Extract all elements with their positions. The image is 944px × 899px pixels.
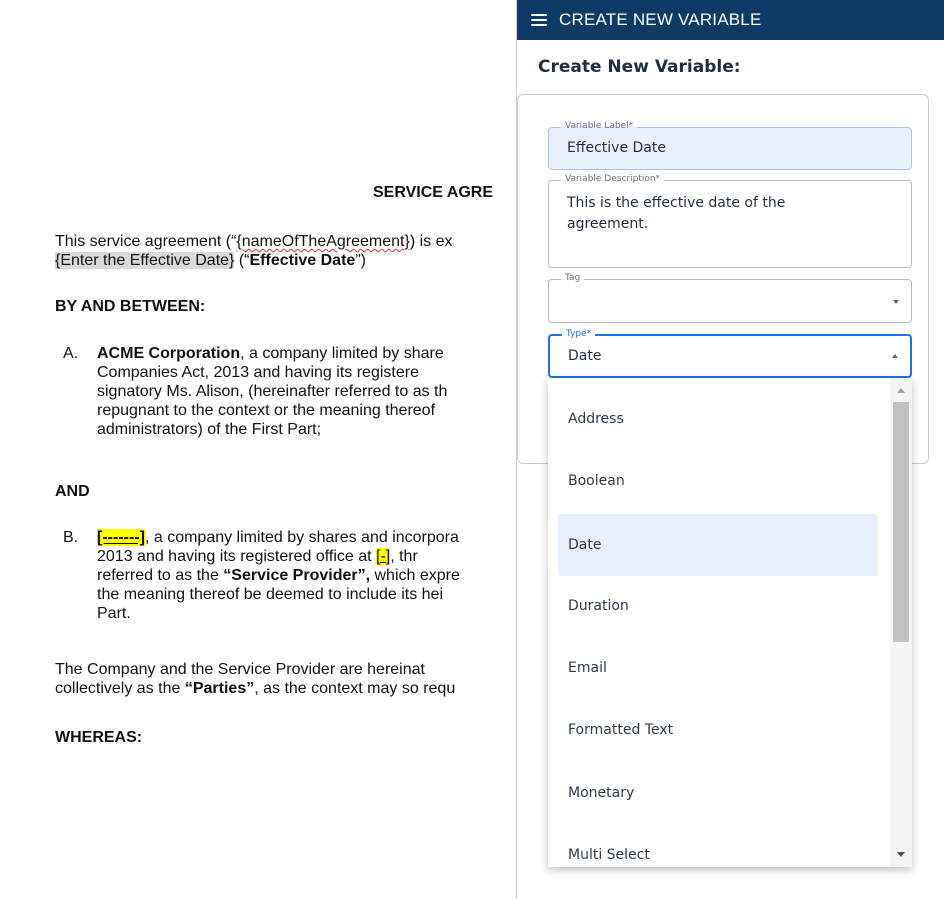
panel-header-title: CREATE NEW VARIABLE (559, 10, 762, 29)
variable-description-field[interactable] (548, 174, 912, 268)
party-a-name: ACME Corporation (97, 345, 241, 362)
and-heading: AND (55, 483, 90, 500)
office-placeholder[interactable]: [-] (376, 548, 391, 565)
type-option-address[interactable]: Address (568, 411, 624, 427)
type-option-duration[interactable]: Duration (568, 598, 629, 614)
variable-description-line1: This is the effective date of the (567, 195, 786, 211)
menu-scrollbar[interactable] (890, 378, 912, 867)
agreement-name-variable[interactable]: {nameOfTheAgreement} (236, 233, 410, 250)
chevron-up-icon[interactable] (892, 354, 898, 358)
variable-label-caption: Variable Label* (561, 120, 637, 132)
chevron-down-icon[interactable] (893, 300, 899, 304)
document-title: SERVICE AGRE (373, 184, 494, 201)
variable-description-line2: agreement. (567, 216, 649, 232)
type-option-email[interactable]: Email (568, 660, 607, 676)
variable-label-value: Effective Date (567, 140, 666, 156)
type-caption: Type* (562, 328, 595, 340)
intro-line: This service agreement (“{nameOfTheAgreement}) is ex (55, 233, 453, 250)
type-option-formatted-text[interactable]: Formatted Text (568, 722, 674, 738)
type-options-menu (548, 378, 912, 867)
tag-select[interactable] (548, 273, 912, 323)
panel-subtitle: Create New Variable: (538, 57, 741, 77)
by-and-between-heading: BY AND BETWEEN: (55, 298, 206, 315)
whereas-heading: WHEREAS: (55, 729, 143, 746)
type-value: Date (568, 348, 602, 364)
document-area: SERVICE AGRE This service agreement (“{nameOfTheAgreement}) is ex {Enter the Effective Date} (“Effective Date”) BY AND BETWEEN: A. ACME Corporation, a company limited by share Companies Act, 2013 and having its registere signatory Ms. Alison, (hereinafter referred to as th repugnant to the context or the meaning thereof administrators) of the First Part; AND B. [-------], a company limited by shares and incorpora 2013 and having its registered office at [-], thr referred to as the “Service Provider”, which expre the meaning thereof be deemed to include its hei Part. The Company and the Service Provider are hereinat collectively as the “Parties”, as the context may so requ WHEREAS: (0, 0, 516, 899)
effective-date-line: {Enter the Effective Date} (“Effective Date”) (55, 252, 366, 269)
type-select[interactable] (548, 329, 912, 378)
hamburger-menu-icon[interactable] (531, 14, 547, 26)
type-option-monetary[interactable]: Monetary (568, 785, 635, 801)
effective-date-placeholder[interactable]: {Enter the Effective Date} (55, 252, 235, 269)
type-option-date[interactable]: Date (558, 514, 878, 576)
scrollbar-thumb[interactable] (893, 402, 909, 642)
panel-header (517, 0, 944, 40)
party-b-placeholder[interactable]: [-------] (97, 529, 145, 546)
closing-line1: The Company and the Service Provider are hereinat (55, 661, 425, 678)
scroll-down-arrow-icon[interactable] (897, 852, 905, 857)
variable-label-field[interactable] (548, 121, 912, 170)
tag-caption: Tag (561, 272, 584, 284)
type-option-multi-select[interactable]: Multi Select (568, 847, 650, 863)
closing-line2: collectively as the “Parties”, as the context may so requ (55, 680, 456, 697)
scroll-up-arrow-icon[interactable] (897, 388, 905, 393)
type-option-boolean[interactable]: Boolean (568, 473, 625, 489)
variable-description-caption: Variable Description* (561, 173, 664, 185)
